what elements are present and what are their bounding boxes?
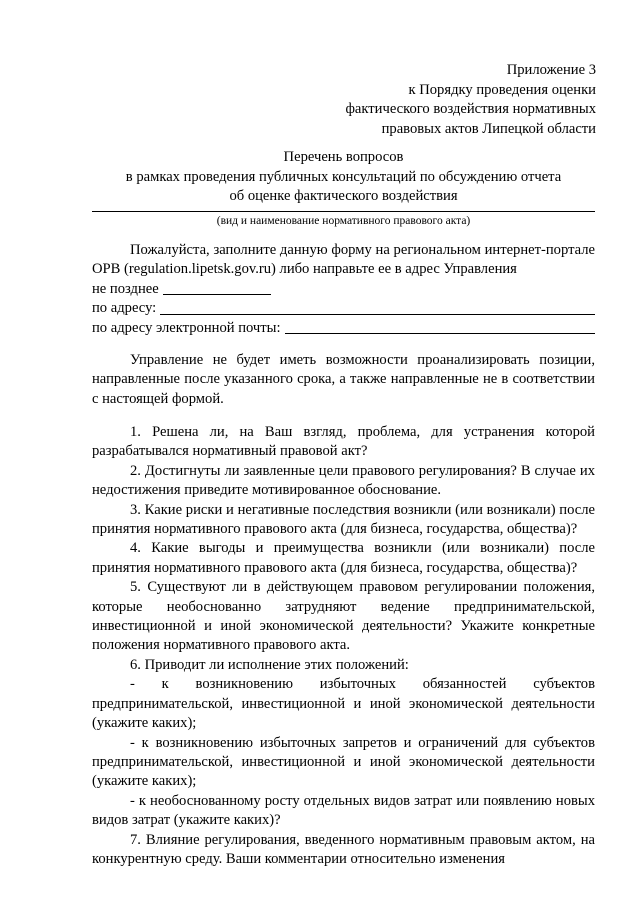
address-label: по адресу:: [92, 300, 157, 317]
question-item: 4. Какие выгоды и преимущества возникли (или возникали) после принятия нормативного правового акта (для бизнеса, государства, общества)?: [92, 540, 595, 576]
questions-list: [92, 423, 595, 869]
act-name-field: [92, 211, 595, 212]
appendix-line: фактического воздействия нормативных: [345, 101, 596, 118]
question-item: 2. Достигнуты ли заявленные цели правового регулирования? В случае их недостижения приведите мотивированное обоснование.: [92, 462, 595, 499]
appendix-line: к Порядку проведения оценки: [408, 81, 596, 98]
question-item: 1. Решена ли, на Ваш взгляд, проблема, для устранения которой разрабатывался нормативный правовой акт?: [92, 424, 595, 460]
deadline-row: [92, 280, 595, 299]
email-row: [92, 319, 595, 338]
warning-section: [92, 351, 595, 409]
question-subitem: - к необоснованному росту отдельных видов затрат или появлению новых видов затрат (укажите каких)?: [92, 792, 595, 829]
question-item: 6. Приводит ли исполнение этих положений:: [130, 656, 409, 673]
act-name-caption: (вид и наименование нормативного правового акта): [216, 215, 471, 227]
appendix-line: Приложение 3: [506, 62, 596, 78]
intro-section: [92, 241, 595, 338]
deadline-field: [163, 294, 271, 295]
title-line: об оценке фактического воздействия: [229, 188, 458, 205]
title-line: Перечень вопросов: [283, 149, 404, 165]
warning-text: Управление не будет иметь возможности проанализировать позиции, направленные после указанного срока, а также направленные не в соответствии с настоящей формой.: [92, 352, 595, 407]
appendix-header: [345, 61, 596, 139]
question-subitem: - к возникновению избыточных запретов и ограничений для субъектов предпринимательской, инвестиционной и иной экономической деятельности (укажите каких);: [92, 734, 595, 790]
question-item: 5. Существуют ли в действующем правовом регулировании положения, которые необоснованно затрудняют ведение предпринимательской, инвестиционной и иной экономической деятельности? Укажите конкретные положения нормативного правового акта.: [92, 579, 595, 654]
document-title: [92, 148, 595, 207]
address-field: [160, 314, 595, 315]
deadline-label: не позднее: [92, 280, 159, 297]
intro-text: Пожалуйста, заполните данную форму на региональном интернет-портале ОРВ (regulation.lipetsk.gov.ru) либо направьте ее в адрес Управления: [92, 242, 595, 278]
title-line: в рамках проведения публичных консультаций по обсуждению отчета: [125, 168, 562, 185]
email-field: [285, 333, 595, 334]
question-item: 3. Какие риски и негативные последствия возникли (или возникали) после принятия нормативного правового акта (для бизнеса, государства, общества)?: [92, 501, 595, 538]
email-label: по адресу электронной почты:: [92, 319, 281, 336]
question-item: 7. Влияние регулирования, введенного нормативным правовым актом, на конкурентную среду. Ваши комментарии относительно изменения: [92, 831, 595, 867]
question-subitem: - к возникновению избыточных обязанностей субъектов предпринимательской, инвестиционной и иной экономической деятельности (укажите каких);: [92, 676, 595, 732]
address-row: [92, 299, 595, 318]
appendix-line: правовых актов Липецкой области: [381, 120, 596, 137]
